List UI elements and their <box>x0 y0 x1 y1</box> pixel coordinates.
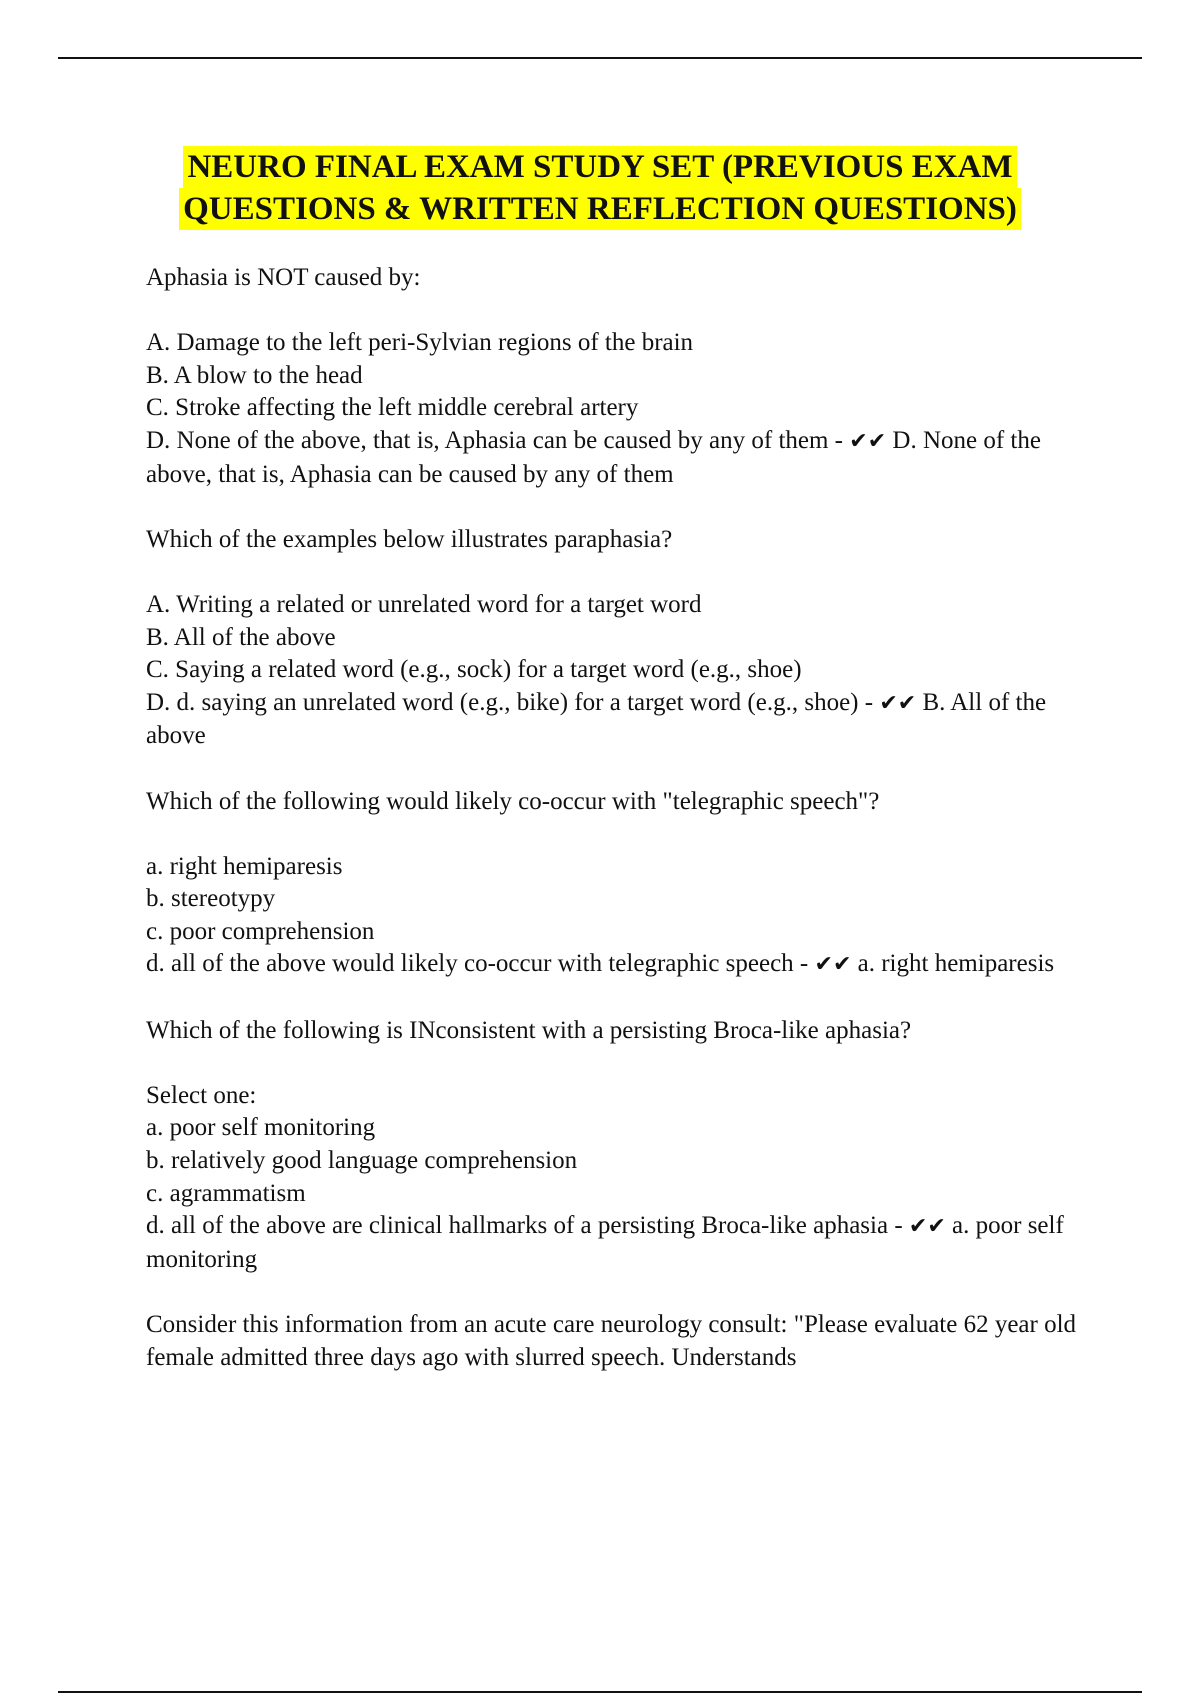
option-c: c. agrammatism <box>146 1179 306 1207</box>
title-line-1: NEURO FINAL EXAM STUDY SET (PREVIOUS EXAM <box>183 146 1016 188</box>
final-paragraph: Consider this information from an acute care neurology consult: "Please evaluate 62 year old female admitted three days ago with slurred speech. Understands <box>146 1311 1077 1371</box>
option-b: b. stereotypy <box>146 885 276 913</box>
answer-text: D. None of the above, that is, Aphasia can be caused by any of them <box>146 426 1041 488</box>
option-d-with-answer <box>146 687 1086 753</box>
option-c: C. Stroke affecting the left middle cerebral artery <box>146 394 639 422</box>
top-rule <box>58 57 1142 59</box>
option-d-with-answer <box>146 948 1086 982</box>
option-list <box>146 1080 1086 1277</box>
title-line-2: QUESTIONS & WRITTEN REFLECTION QUESTIONS) <box>179 188 1021 230</box>
question-stem: Aphasia is NOT caused by: <box>146 264 421 291</box>
answer-text: a. poor self monitoring <box>146 1212 1064 1273</box>
question-1 <box>146 262 1086 491</box>
check-mark-icon: ✔✔ <box>814 952 852 978</box>
option-list <box>146 327 1086 491</box>
option-d: D. None of the above, that is, Aphasia can be caused by any of them - <box>146 426 844 454</box>
question-4 <box>146 1015 1086 1277</box>
check-mark-icon: ✔✔ <box>879 690 917 716</box>
option-d: D. d. saying an unrelated word (e.g., bike) for a target word (e.g., shoe) - <box>146 688 874 716</box>
question-3 <box>146 786 1086 983</box>
question-stem: Which of the following would likely co-occur with "telegraphic speech"? <box>146 787 880 815</box>
answer-text: B. All of the above <box>146 688 1047 750</box>
question-2 <box>146 524 1086 753</box>
option-d-with-answer <box>146 1210 1086 1276</box>
document-body <box>146 262 1086 1407</box>
option-a: A. Writing a related or unrelated word for a target word <box>146 590 702 618</box>
select-prompt: Select one: <box>146 1081 257 1109</box>
option-b: b. relatively good language comprehension <box>146 1147 578 1175</box>
question-stem: Which of the following is INconsistent with a persisting Broca-like aphasia? <box>146 1016 912 1044</box>
option-a: A. Damage to the left peri-Sylvian regions of the brain <box>146 329 694 357</box>
option-d: d. all of the above are clinical hallmarks of a persisting Broca-like aphasia - <box>146 1212 903 1240</box>
option-d: d. all of the above would likely co-occur with telegraphic speech - <box>146 950 809 978</box>
option-c: C. Saying a related word (e.g., sock) for a target word (e.g., shoe) <box>146 656 802 684</box>
option-a: a. poor self monitoring <box>146 1114 376 1142</box>
option-a: a. right hemiparesis <box>146 852 343 880</box>
option-b: B. A blow to the head <box>146 361 363 389</box>
option-b: B. All of the above <box>146 623 336 651</box>
answer-text: a. right hemiparesis <box>857 950 1055 978</box>
check-mark-icon: ✔✔ <box>849 428 887 454</box>
option-c: c. poor comprehension <box>146 917 375 945</box>
check-mark-icon: ✔✔ <box>908 1214 946 1240</box>
question-stem: Which of the examples below illustrates paraphasia? <box>146 525 673 553</box>
option-list <box>146 851 1086 982</box>
option-list <box>146 589 1086 753</box>
document-title <box>80 146 1120 230</box>
bottom-rule <box>58 1691 1142 1693</box>
option-d-with-answer <box>146 425 1086 491</box>
